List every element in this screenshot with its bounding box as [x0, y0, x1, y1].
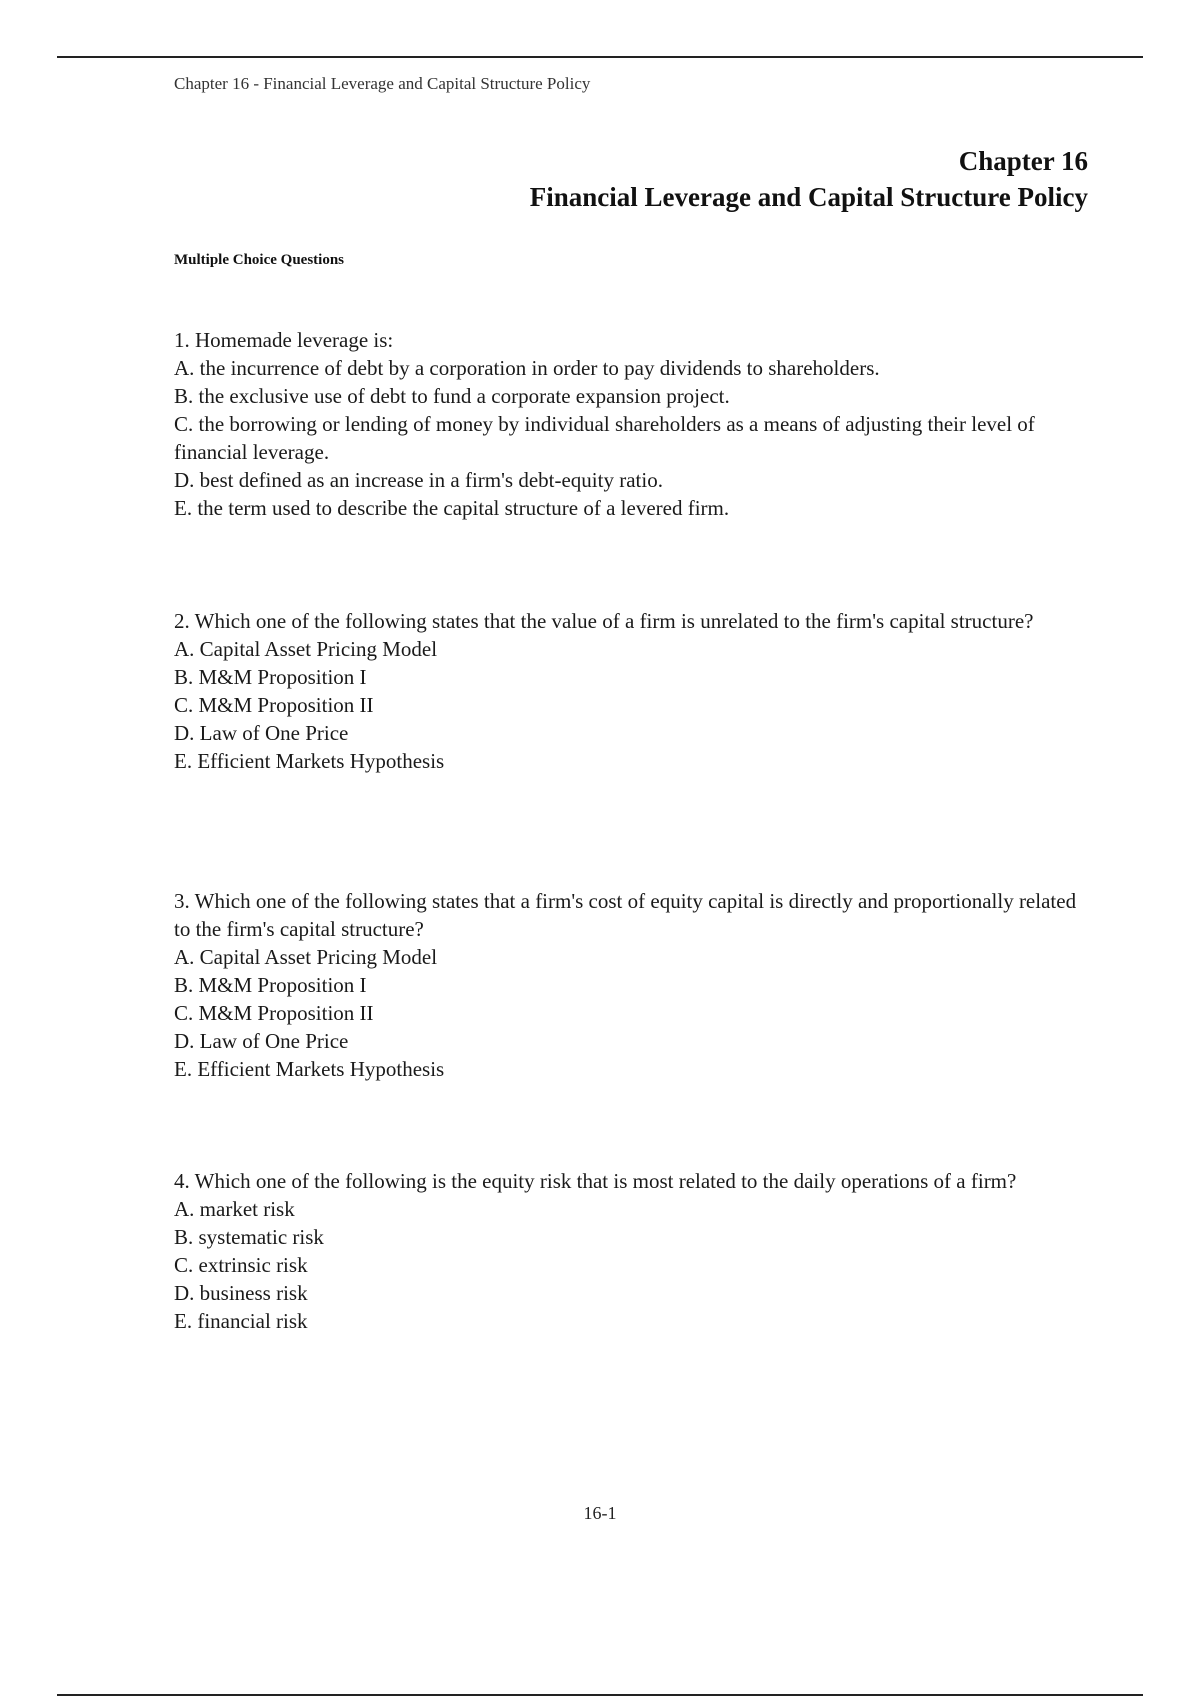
answer-option-c: C. extrinsic risk	[174, 1253, 308, 1277]
question-stem: 4. Which one of the following is the equity risk that is most related to the daily operations of a firm?	[174, 1169, 1017, 1193]
bottom-rule	[57, 1694, 1143, 1696]
answer-option-d: D. Law of One Price	[174, 721, 349, 745]
answer-option-a: A. market risk	[174, 1197, 295, 1221]
answer-option-c: C. M&M Proposition II	[174, 1001, 374, 1025]
question-4	[174, 1167, 1094, 1335]
question-stem: 2. Which one of the following states that the value of a firm is unrelated to the firm's capital structure?	[174, 609, 1034, 633]
answer-option-d: D. business risk	[174, 1281, 308, 1305]
section-label: Multiple Choice Questions	[174, 252, 345, 268]
answer-option-e: E. Efficient Markets Hypothesis	[174, 749, 445, 773]
answer-option-c: C. M&M Proposition II	[174, 693, 374, 717]
page-number: 16-1	[583, 1503, 617, 1523]
answer-option-c: C. the borrowing or lending of money by individual shareholders as a means of adjusting their level of financial leverage.	[174, 412, 1035, 464]
answer-option-b: B. the exclusive use of debt to fund a corporate expansion project.	[174, 384, 730, 408]
answer-option-a: A. the incurrence of debt by a corporation in order to pay dividends to shareholders.	[174, 356, 880, 380]
question-stem: 1. Homemade leverage is:	[174, 328, 394, 352]
top-rule	[57, 56, 1143, 58]
question-1	[174, 326, 1094, 522]
question-stem: 3. Which one of the following states that a firm's cost of equity capital is directly and proportionally related to the firm's capital structure?	[174, 889, 1077, 941]
title-block	[530, 143, 1088, 215]
question-2	[174, 607, 1094, 775]
answer-option-d: D. best defined as an increase in a firm's debt-equity ratio.	[174, 468, 663, 492]
chapter-title: Financial Leverage and Capital Structure Policy	[529, 182, 1088, 212]
answer-option-b: B. systematic risk	[174, 1225, 324, 1249]
answer-option-a: A. Capital Asset Pricing Model	[174, 637, 438, 661]
answer-option-b: B. M&M Proposition I	[174, 665, 367, 689]
answer-option-e: E. financial risk	[174, 1309, 308, 1333]
answer-option-b: B. M&M Proposition I	[174, 973, 367, 997]
answer-option-e: E. Efficient Markets Hypothesis	[174, 1057, 445, 1081]
running-header: Chapter 16 - Financial Leverage and Capital Structure Policy	[174, 74, 591, 93]
chapter-number: Chapter 16	[958, 146, 1088, 176]
answer-option-d: D. Law of One Price	[174, 1029, 349, 1053]
question-3	[174, 887, 1094, 1083]
answer-option-a: A. Capital Asset Pricing Model	[174, 945, 438, 969]
answer-option-e: E. the term used to describe the capital structure of a levered firm.	[174, 496, 730, 520]
